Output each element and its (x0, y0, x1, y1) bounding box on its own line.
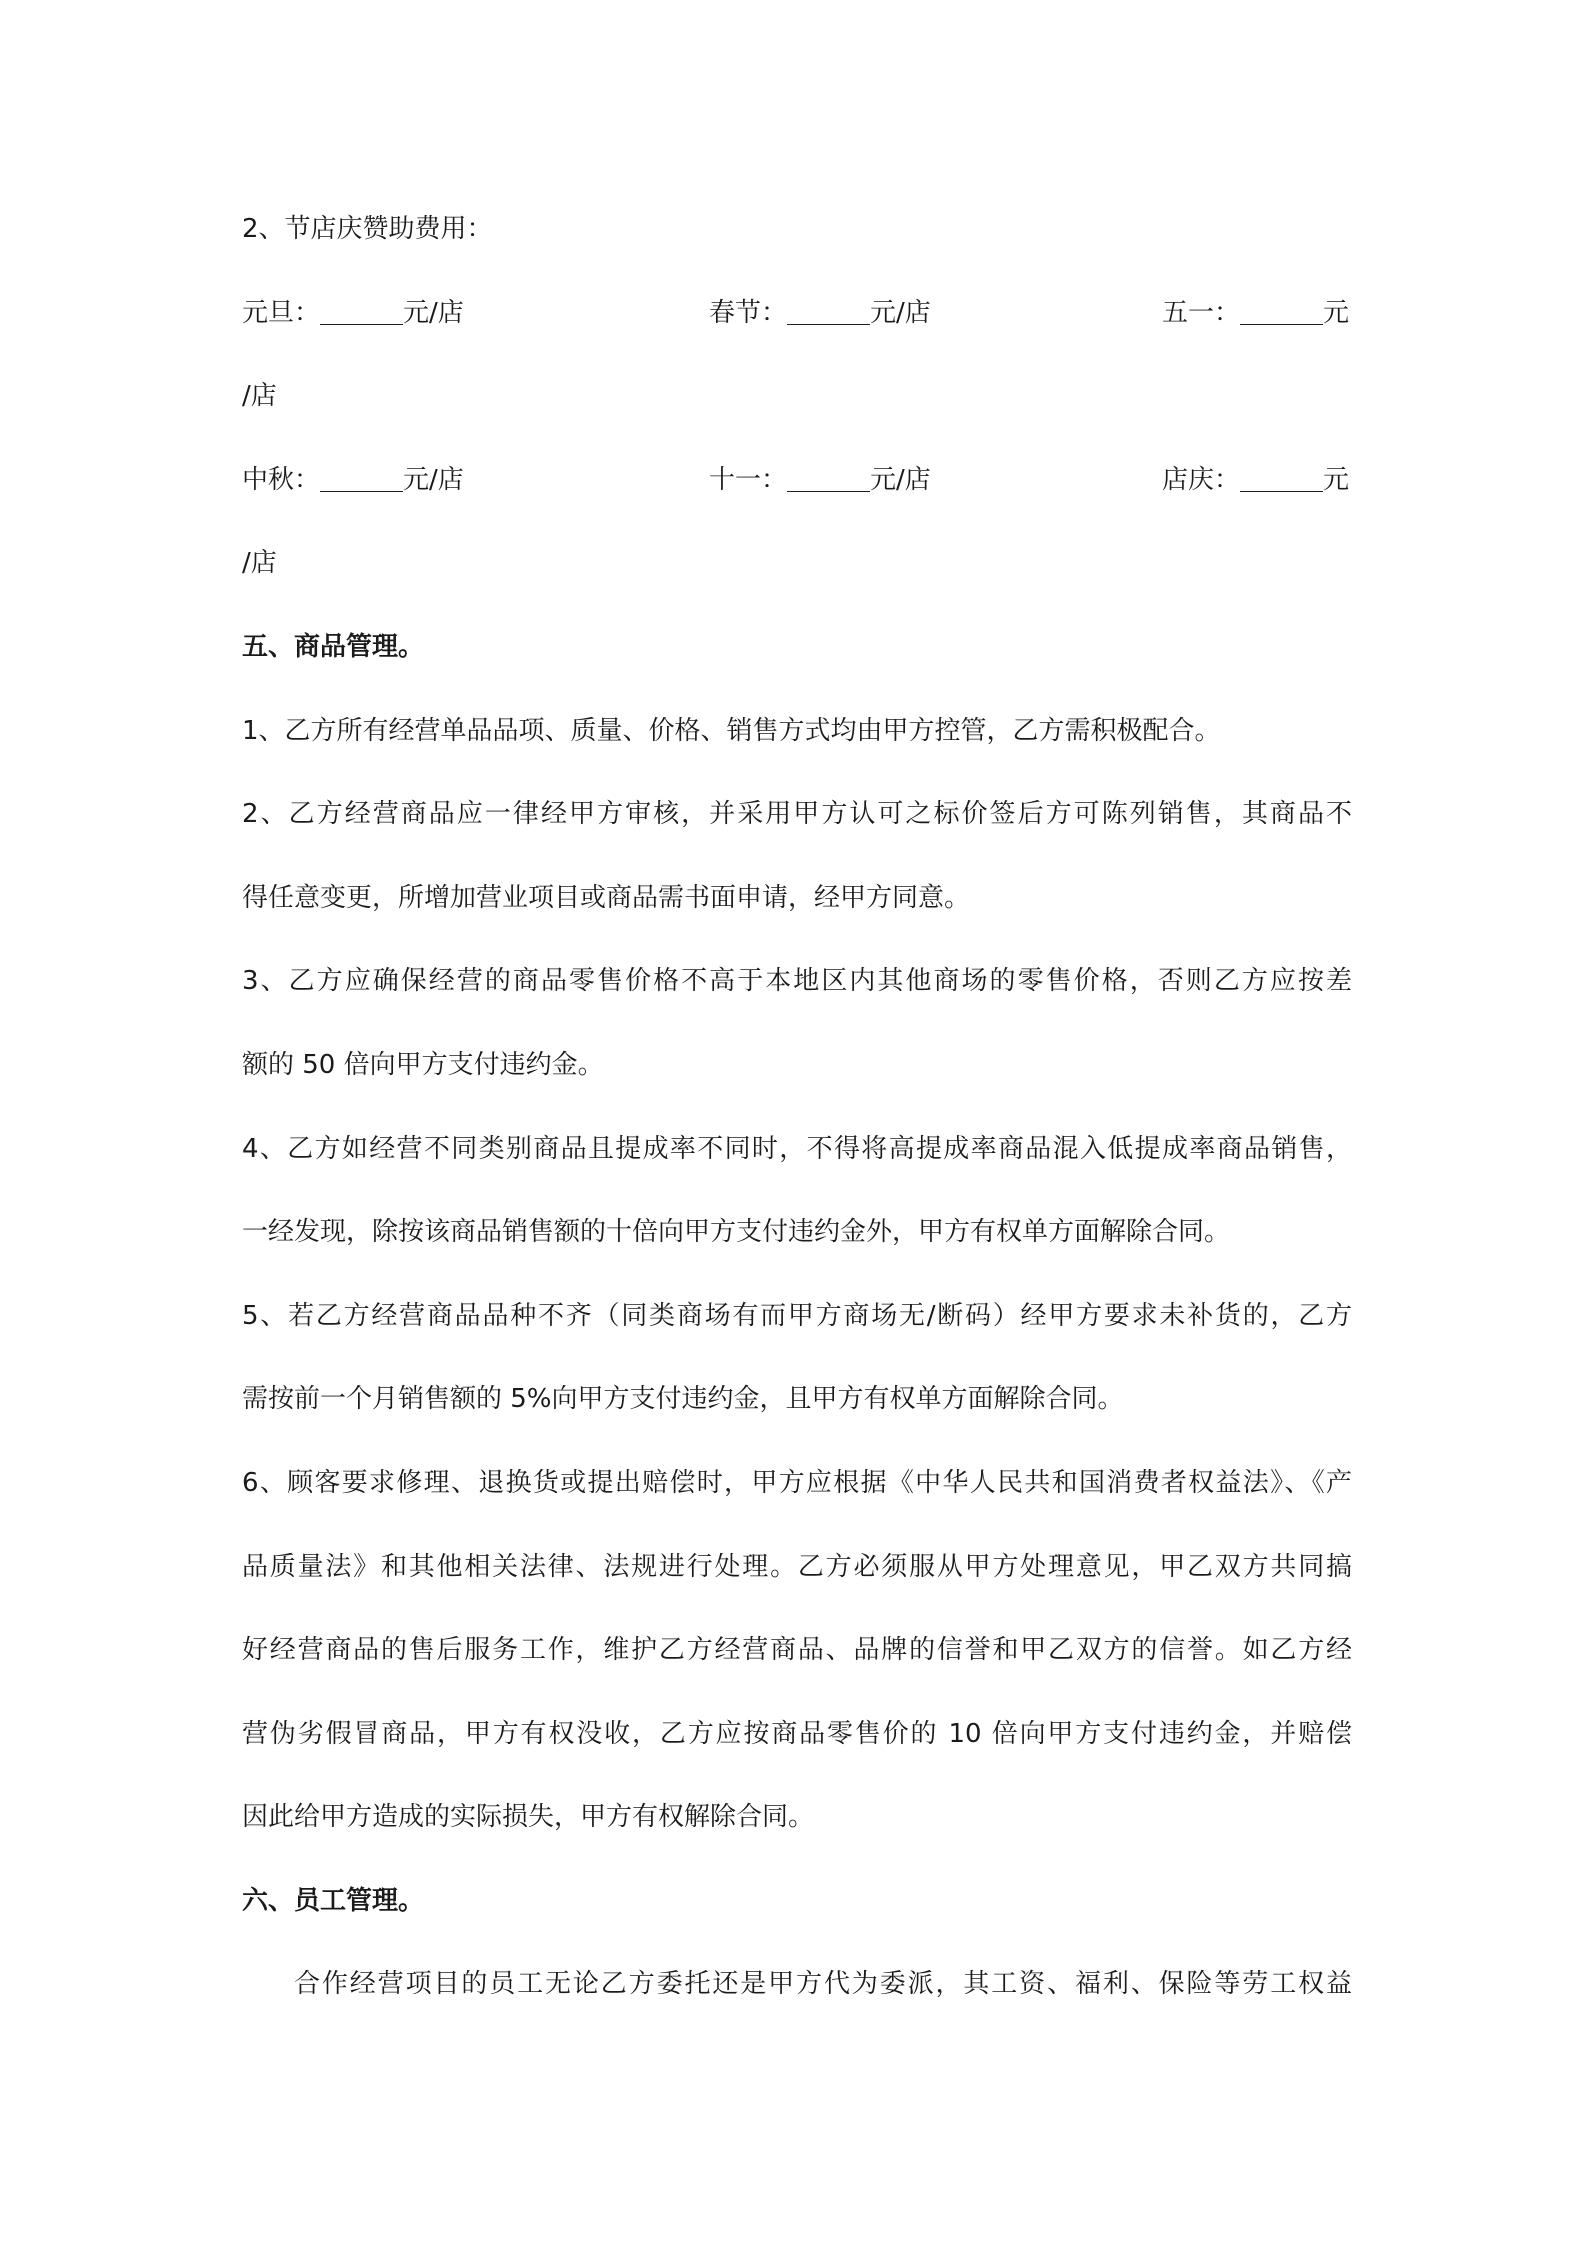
fee-unit: 元/店 (403, 464, 464, 495)
blank-field (787, 298, 870, 325)
fee-item-mid-autumn (242, 439, 464, 523)
fee-label: 中秋： (242, 464, 321, 495)
clause-5-6-line: 营伪劣假冒商品，甲方有权没收，乙方应按商品零售价的 10 倍向甲方支付违约金，并赔偿 (242, 1718, 1352, 1749)
fee-item-spring-festival (709, 272, 931, 356)
sponsorship-row-2 (242, 439, 1352, 523)
fee-label: 五一： (1162, 297, 1241, 328)
fee-label: 十一： (709, 464, 788, 495)
section-6-paragraph-line: 合作经营项目的员工无论乙方委托还是甲方代为委派，其工资、福利、保险等劳工权益 (294, 1969, 1352, 2000)
blank-field (1240, 298, 1323, 325)
clause-5-3-line: 3、乙方应确保经营的商品零售价格不高于本地区内其他商场的零售价格，否则乙方应按差 (242, 966, 1352, 997)
clause-5-5-line: 需按前一个月销售额的 5%向甲方支付违约金，且甲方有权单方面解除合同。 (242, 1384, 1124, 1415)
clause-5-4-line: 一经发现，除按该商品销售额的十倍向甲方支付违约金外，甲方有权单方面解除合同。 (242, 1217, 1231, 1248)
sponsorship-heading: 2、节店庆赞助费用： (242, 214, 493, 244)
clause-5-4-line: 4、乙方如经营不同类别商品且提成率不同时，不得将高提成率商品混入低提成率商品销售， (242, 1133, 1352, 1164)
fee-item-may-day (1162, 272, 1349, 356)
fee-label: 春节： (709, 297, 788, 328)
blank-field (320, 465, 403, 492)
fee-label: 元旦： (242, 297, 321, 328)
clause-5-2-line: 2、乙方经营商品应一律经甲方审核，并采用甲方认可之标价签后方可陈列销售，其商品不 (242, 799, 1352, 830)
fee-label: 店庆： (1162, 464, 1241, 495)
fee-unit: 元/店 (870, 297, 931, 328)
fee-unit-wrap: /店 (242, 548, 277, 579)
fee-unit: 元/店 (870, 464, 931, 495)
fee-unit: 元 (1323, 464, 1350, 495)
fee-item-new-year (242, 272, 464, 356)
clause-5-6-line: 好经营商品的售后服务工作，维护乙方经营商品、品牌的信誉和甲乙双方的信誉。如乙方经 (242, 1635, 1352, 1666)
clause-5-6-line: 品质量法》和其他相关法律、法规进行处理。乙方必须服从甲方处理意见，甲乙双方共同搞 (242, 1551, 1352, 1582)
fee-item-national-day (709, 439, 931, 523)
clause-5-6-line: 6、顾客要求修理、退换货或提出赔偿时，甲方应根据《中华人民共和国消费者权益法》、《产 (242, 1467, 1352, 1498)
fee-unit: 元 (1323, 297, 1350, 328)
section-6-heading: 六、员工管理。 (242, 1885, 425, 1916)
clause-5-2-line: 得任意变更，所增加营业项目或商品需书面申请，经甲方同意。 (242, 882, 971, 913)
clause-5-3-line: 额的 50 倍向甲方支付违约金。 (242, 1049, 604, 1080)
blank-field (787, 465, 870, 492)
fee-item-store-anniversary (1162, 439, 1349, 523)
blank-field (320, 298, 403, 325)
clause-5-1-line: 1、乙方所有经营单品品项、质量、价格、销售方式均由甲方控管，乙方需积极配合。 (242, 715, 1221, 746)
blank-field (1240, 465, 1323, 492)
fee-unit: 元/店 (403, 297, 464, 328)
clause-5-6-line: 因此给甲方造成的实际损失，甲方有权解除合同。 (242, 1802, 815, 1833)
clause-5-5-line: 5、若乙方经营商品品种不齐（同类商场有而甲方商场无/断码）经甲方要求未补货的，乙方 (242, 1300, 1352, 1331)
sponsorship-row-1 (242, 272, 1352, 356)
fee-unit-wrap: /店 (242, 381, 277, 412)
document-body (242, 188, 1352, 2027)
section-5-heading: 五、商品管理。 (242, 631, 425, 662)
